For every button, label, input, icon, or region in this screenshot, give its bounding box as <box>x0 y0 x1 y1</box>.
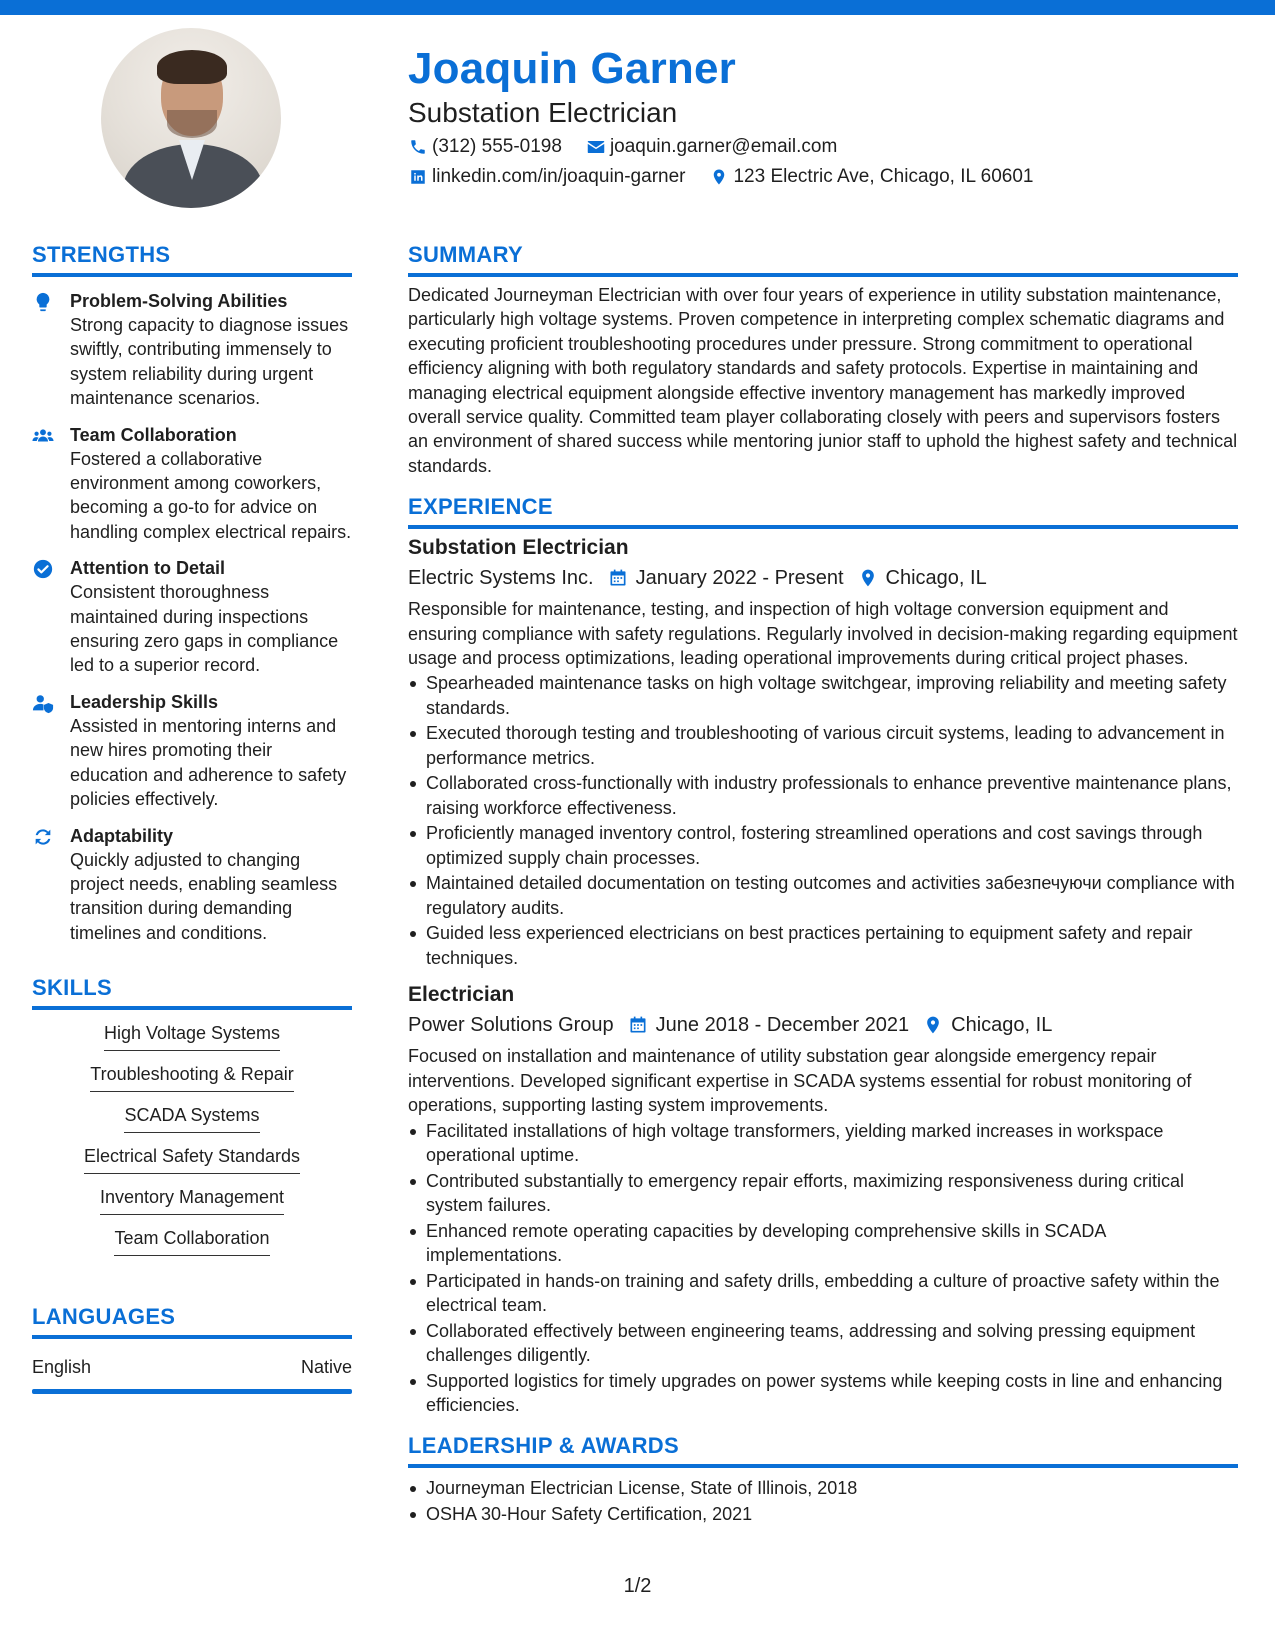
language-row <box>32 1355 352 1379</box>
strength-item <box>32 690 352 812</box>
right-column <box>408 240 1238 1528</box>
job-bullet: Executed thorough testing and troubleshooting of various circuit systems, leading to advancement in performance metrics. <box>408 721 1238 770</box>
linkedin-item <box>408 164 685 190</box>
job-bullet: Proficiently managed inventory control, fostering streamlined operations and cost savings through optimized supply chain processes. <box>408 821 1238 870</box>
strength-title: Team Collaboration <box>70 424 237 445</box>
job-bullet: Collaborated cross-functionally with industry professionals to enhance preventive maintenance plans, raising workforce effectiveness. <box>408 771 1238 820</box>
skill-label: Troubleshooting & Repair <box>90 1062 293 1092</box>
user-shield-icon <box>32 690 70 812</box>
skill-label: Inventory Management <box>100 1185 284 1215</box>
summary-rule <box>408 273 1238 277</box>
strength-desc: Fostered a collaborative environment among coworkers, becoming a go-to for advice on handling complex electrical repairs. <box>70 448 352 542</box>
job-company: Power Solutions Group <box>408 1014 614 1037</box>
contact-row-1 <box>408 134 1238 160</box>
phone-text[interactable]: (312) 555-0198 <box>432 136 562 157</box>
calendar-icon <box>608 568 628 588</box>
email-item <box>586 134 837 160</box>
experience-section <box>408 492 1238 1417</box>
job-dates-item <box>608 563 844 593</box>
strength-desc: Consistent thoroughness maintained during inspections ensuring zero gaps in compliance led to a superior record. <box>70 582 339 676</box>
job-bullet: Guided less experienced electricians on best practices pertaining to equipment safety and repair techniques. <box>408 921 1238 970</box>
strength-item <box>32 824 352 946</box>
strength-item <box>32 423 352 545</box>
skills-list <box>32 1021 352 1256</box>
language-name: English <box>32 1357 92 1378</box>
job-location: Chicago, IL <box>885 567 987 590</box>
awards-rule <box>408 1464 1238 1468</box>
skill-label: High Voltage Systems <box>104 1021 280 1051</box>
job-bullet: Facilitated installations of high voltage transformers, yielding marked increases in workspace operational uptime. <box>408 1119 1238 1168</box>
job-bullet: Collaborated effectively between engineering teams, addressing and solving pressing equipment challenges diligently. <box>408 1319 1238 1368</box>
strength-item <box>32 556 352 678</box>
resume-header <box>408 44 1238 190</box>
lightbulb-icon <box>32 289 70 411</box>
job-company: Electric Systems Inc. <box>408 567 594 590</box>
job-meta <box>408 1010 1238 1040</box>
awards-list <box>408 1476 1238 1526</box>
job-location-item <box>858 563 987 593</box>
job-title: Electrician <box>408 983 515 1007</box>
award-item: OSHA 30-Hour Safety Certification, 2021 <box>408 1502 1238 1526</box>
strength-title: Adaptability <box>70 825 174 846</box>
strength-item <box>32 289 352 411</box>
skills-rule <box>32 1006 352 1010</box>
map-pin-icon <box>858 568 878 588</box>
envelope-icon <box>586 137 606 157</box>
job-entry <box>408 533 1238 970</box>
language-level: Native <box>300 1357 352 1378</box>
profile-photo <box>101 28 281 208</box>
skills-section <box>32 973 352 1256</box>
strength-desc: Quickly adjusted to changing project needs, enabling seamless transition during demanding timelines and conditions. <box>70 849 338 943</box>
skill-item <box>32 1185 352 1215</box>
left-column <box>32 240 352 1394</box>
linkedin-icon <box>408 167 428 187</box>
skill-item <box>32 1103 352 1133</box>
top-accent-bar <box>0 0 1275 15</box>
job-dates: June 2018 - December 2021 <box>655 1014 910 1037</box>
check-circle-icon <box>32 556 70 678</box>
candidate-title: Substation Electrician <box>408 97 678 128</box>
job-location: Chicago, IL <box>951 1014 1053 1037</box>
job-bullet: Maintained detailed documentation on testing outcomes and activities забезпечуючи compliance with regulatory audits. <box>408 871 1238 920</box>
job-description: Focused on installation and maintenance of utility substation gear alongside emergency repair interventions. Developed significant expertise in SCADA systems essential for robust monitoring of operations, supporting lasting system improvements. <box>408 1046 1192 1116</box>
skill-label: Team Collaboration <box>114 1226 269 1256</box>
photo-beard <box>167 110 217 138</box>
strengths-rule <box>32 273 352 277</box>
refresh-icon <box>32 824 70 946</box>
job-location-item <box>923 1010 1052 1040</box>
job-dates: January 2022 - Present <box>635 567 844 590</box>
linkedin-text[interactable]: linkedin.com/in/joaquin-garner <box>432 166 686 187</box>
skill-label: Electrical Safety Standards <box>84 1144 300 1174</box>
address-item <box>709 164 1033 190</box>
phone-icon <box>408 137 428 157</box>
skill-label: SCADA Systems <box>124 1103 259 1133</box>
job-description: Responsible for maintenance, testing, and inspection of high voltage conversion equipment and ensuring compliance with safety regulations. Regularly involved in decision-making regarding equipment usage and process optimizations, leading operational improvements during critical project phases. <box>408 599 1238 669</box>
languages-section <box>32 1302 352 1394</box>
job-bullet: Supported logistics for timely upgrades on power systems while keeping costs in line and enhancing efficiencies. <box>408 1369 1238 1418</box>
skills-heading: SKILLS <box>32 975 113 1001</box>
languages-rule <box>32 1335 352 1339</box>
phone-item <box>408 134 562 160</box>
strength-title: Problem-Solving Abilities <box>70 291 288 311</box>
job-bullet: Contributed substantially to emergency repair efforts, maximizing responsiveness during critical system failures. <box>408 1169 1238 1218</box>
summary-heading: SUMMARY <box>408 242 523 267</box>
job-bullet: Spearheaded maintenance tasks on high voltage switchgear, improving reliability and meeting safety standards. <box>408 671 1238 720</box>
skill-item <box>32 1021 352 1051</box>
email-text[interactable]: joaquin.garner@email.com <box>609 136 838 157</box>
job-bullets <box>408 1119 1238 1418</box>
experience-heading: EXPERIENCE <box>408 494 553 520</box>
strengths-heading: STRENGTHS <box>32 242 171 267</box>
strength-title: Attention to Detail <box>70 558 225 579</box>
job-entry <box>408 980 1238 1417</box>
languages-heading: LANGUAGES <box>32 1304 176 1330</box>
language-proficiency-bar <box>32 1389 352 1394</box>
map-pin-icon <box>709 167 729 187</box>
page-number: 1/2 <box>623 1575 652 1597</box>
awards-heading: LEADERSHIP & AWARDS <box>408 1433 679 1459</box>
strength-title: Leadership Skills <box>70 691 219 712</box>
job-bullet: Participated in hands-on training and safety drills, embedding a culture of proactive safety within the electrical team. <box>408 1269 1238 1318</box>
map-pin-icon <box>923 1015 943 1035</box>
job-bullet: Enhanced remote operating capacities by developing comprehensive skills in SCADA implementations. <box>408 1219 1238 1268</box>
job-bullets <box>408 671 1238 970</box>
job-dates-item <box>628 1010 910 1040</box>
photo-hair <box>157 50 227 84</box>
calendar-icon <box>628 1015 648 1035</box>
users-icon <box>32 423 70 545</box>
candidate-name: Joaquin Garner <box>408 44 736 93</box>
address-text: 123 Electric Ave, Chicago, IL 60601 <box>733 166 1034 187</box>
job-title: Substation Electrician <box>408 536 629 560</box>
job-meta <box>408 563 1238 593</box>
skill-item <box>32 1226 352 1256</box>
award-item: Journeyman Electrician License, State of Illinois, 2018 <box>408 1476 1238 1500</box>
strength-desc: Assisted in mentoring interns and new hires promoting their education and adherence to safety policies effectively. <box>70 715 347 810</box>
summary-text: Dedicated Journeyman Electrician with over four years of experience in utility substation maintenance, particularly high voltage systems. Proven competence in interpreting complex schematic diagrams and executing proficient troubleshooting procedures under pressure. Strong commitment to operational efficiency aligning with both regulatory standards and safety protocols. Expertise in maintaining and managing electrical equipment alongside effective inventory management has markedly improved overall service quality. Committed team player collaborating closely with peers and supervisors fosters an environment of shared success while mentoring junior staff to uphold the highest safety and technical standards. <box>408 285 1238 476</box>
experience-rule <box>408 525 1238 529</box>
strength-desc: Strong capacity to diagnose issues swiftly, contributing immensely to system reliability during urgent maintenance scenarios. <box>70 315 349 409</box>
skill-item <box>32 1062 352 1092</box>
contact-row-2 <box>408 164 1238 190</box>
awards-section <box>408 1431 1238 1526</box>
skill-item <box>32 1144 352 1174</box>
